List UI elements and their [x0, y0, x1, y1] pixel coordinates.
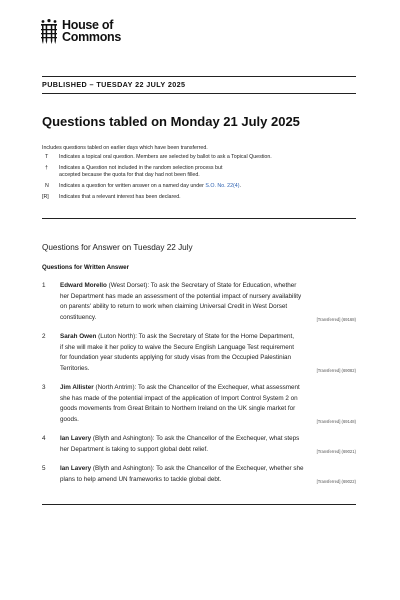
legend-symbol: [R]	[42, 194, 49, 200]
logo-wordmark	[62, 19, 121, 43]
question-item	[42, 434, 356, 455]
subsection-heading: Questions for Written Answer	[42, 264, 129, 271]
member-constituency: (Blyth and Ashington):	[91, 465, 157, 472]
published-date: PUBLISHED – TUESDAY 22 JULY 2025	[42, 80, 186, 89]
question-reference: [Transferred] (69148)	[316, 419, 356, 424]
member-name: Sarah Owen	[60, 333, 97, 340]
member-name: Ian Lavery	[60, 465, 92, 472]
header-rule-top	[42, 76, 356, 77]
intro-note: Includes questions tabled on earlier days which have been transferred.	[42, 145, 208, 151]
legend-item-named-day	[42, 183, 362, 190]
question-text: Territories.	[60, 364, 90, 372]
legend-text: Indicates a topical oral question. Members are selected by ballot to ask a Topical Question.	[59, 154, 272, 160]
member-name: Ian Lavery	[60, 435, 92, 442]
footer-rule	[42, 504, 356, 505]
legend-text: Indicates a question for written answer on a named day under	[59, 183, 206, 189]
portcullis-icon	[39, 19, 59, 45]
member-constituency: (North Antrim):	[93, 384, 139, 391]
member-constituency: (West Dorset):	[106, 282, 151, 289]
legend-symbol: †	[45, 165, 48, 171]
legend-text: Indicates that a relevant interest has been declared.	[59, 194, 181, 200]
section-heading: Questions for Answer on Tuesday 22 July	[42, 243, 193, 252]
question-item	[42, 332, 356, 374]
question-number: 3	[42, 384, 46, 391]
member-constituency: (Blyth and Ashington):	[91, 435, 157, 442]
question-text: goods.	[60, 415, 79, 423]
question-text: To ask the Chancellor of the Exchequer, what assessment	[138, 384, 300, 391]
question-item	[42, 383, 356, 425]
question-text: To ask the Chancellor of the Exchequer, whether she	[156, 465, 304, 472]
question-text: she has made of the potential impact of the application of Import Control System 2 on	[60, 394, 298, 402]
question-reference: [Transferred] (69022)	[316, 479, 356, 484]
question-text: if she will make it her policy to waive the Secure English Language Test requirement	[60, 343, 295, 351]
logo-line-1: House of	[62, 18, 114, 32]
legend-item-topical	[42, 154, 362, 161]
question-number: 4	[42, 435, 46, 442]
question-number: 1	[42, 282, 46, 289]
section-rule	[42, 218, 356, 219]
question-text: To ask the Chancellor of the Exchequer, what steps	[156, 435, 300, 442]
question-item	[42, 464, 356, 485]
legend-text-cont: accepted because the quota for that day had not been filled.	[59, 172, 200, 178]
question-text: To ask the Secretary of State for Education, whether	[150, 282, 297, 289]
legend-symbol: T	[45, 154, 49, 160]
standing-order-link[interactable]: S.O. No. 22(4)	[205, 183, 240, 189]
legend-item-dagger	[42, 165, 362, 179]
header-rule-bottom	[42, 93, 356, 94]
question-number: 5	[42, 465, 46, 472]
logo-line-2: Commons	[62, 30, 122, 44]
member-constituency: (Luton North):	[96, 333, 139, 340]
legend-text-end: .	[239, 183, 241, 189]
question-text: To ask the Secretary of State for the Home Department,	[138, 333, 295, 340]
question-number: 2	[42, 333, 46, 340]
page-title: Questions tabled on Monday 21 July 2025	[42, 114, 300, 129]
question-reference: [Transferred] (69168)	[316, 317, 356, 322]
legend-symbol: N	[45, 183, 49, 189]
question-text: for foundation year students applying for study visas from the Occupied Palestinian	[60, 354, 292, 362]
legend-text: Indicates a Question not included in the random selection process but	[59, 165, 223, 171]
house-of-commons-logo	[39, 19, 121, 45]
member-name: Edward Morello	[60, 282, 107, 289]
question-text: plans to help amend UN frameworks to tackle global debt.	[60, 475, 222, 483]
member-name: Jim Allister	[60, 384, 94, 391]
question-text: her Department is taking to support global debt relief.	[60, 445, 209, 453]
legend-item-interest	[42, 194, 362, 201]
question-text: her Department has made an assessment of the potential impact of nursery availability	[60, 292, 302, 300]
question-text: constituency.	[60, 313, 97, 321]
question-reference: [Transferred] (69082)	[316, 368, 356, 373]
question-item	[42, 281, 356, 323]
question-reference: [Transferred] (69021)	[316, 449, 356, 454]
question-text: on parents' ability to return to work when claiming Universal Credit in West Dorset	[60, 303, 288, 311]
question-text: goods movements from Great Britain to Northern Ireland on the UK single market for	[60, 405, 296, 413]
